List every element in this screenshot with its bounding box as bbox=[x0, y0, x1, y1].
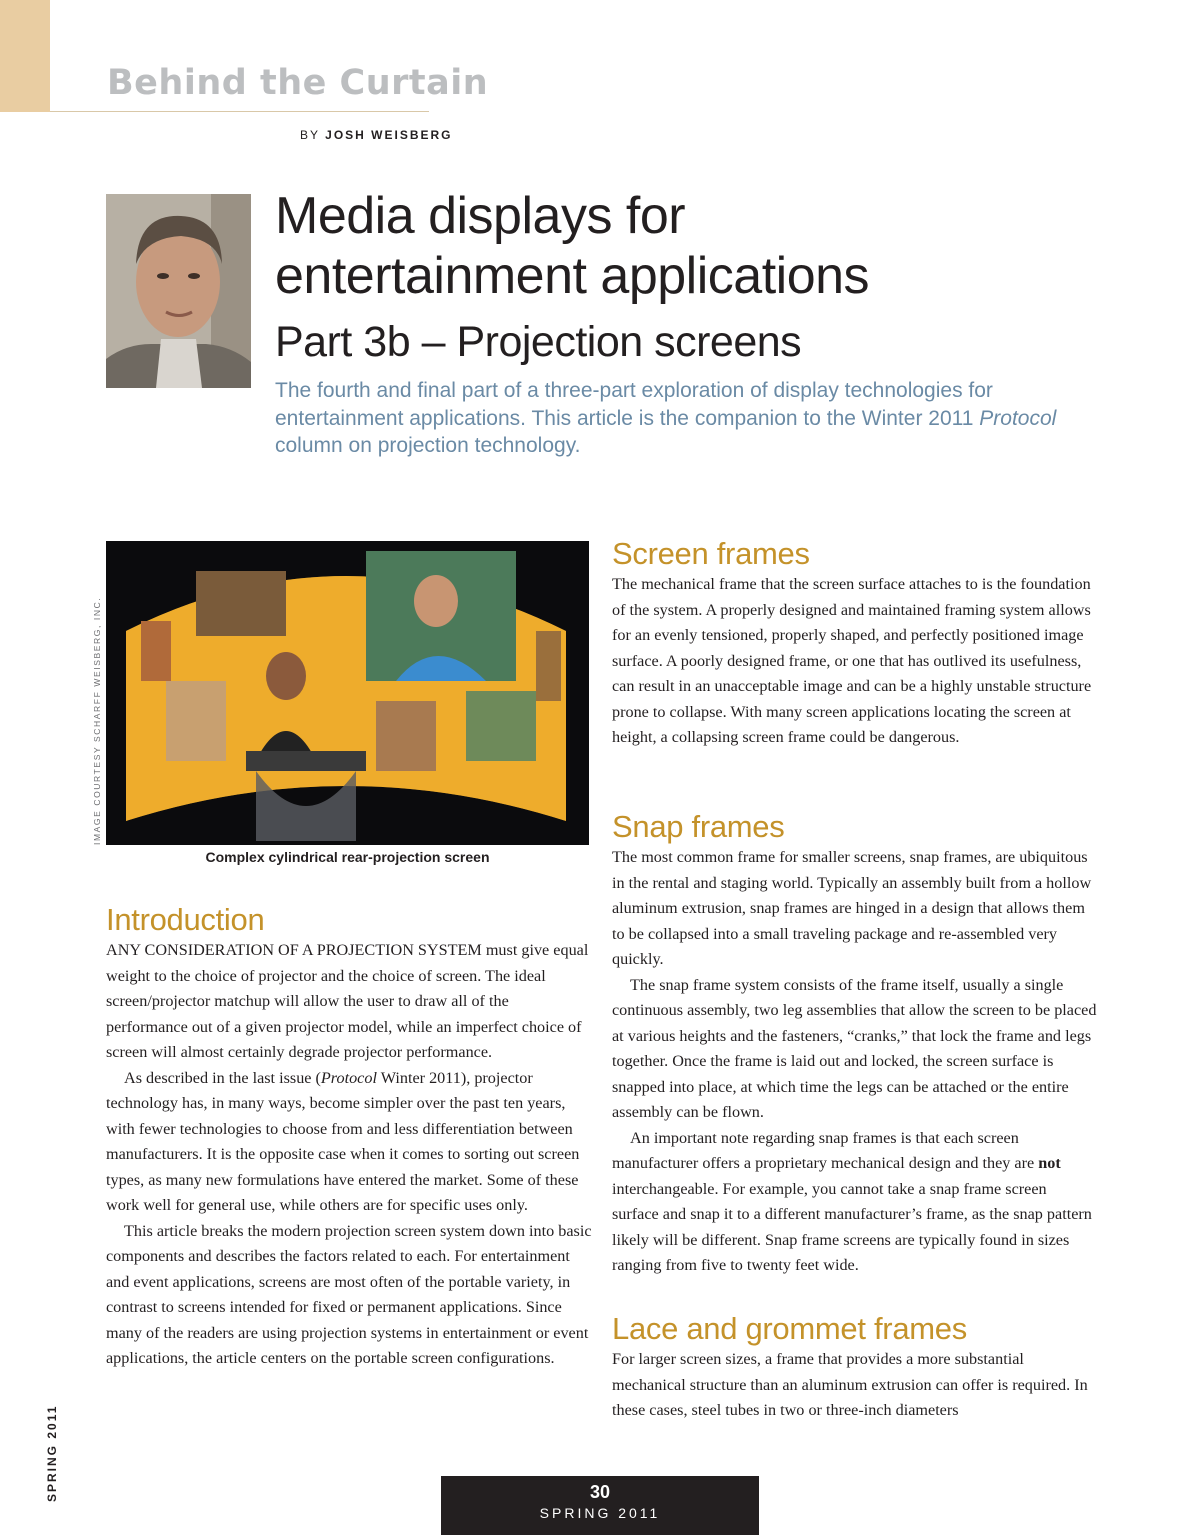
screen-frames-heading: Screen frames bbox=[612, 536, 810, 571]
article-title bbox=[275, 186, 869, 306]
side-issue-label: SPRING 2011 bbox=[45, 1404, 59, 1502]
intro-p2-text-2: Winter 2011), projector technology has, in many ways, become simpler over the past ten years, with fewer technologies to choose from and less differentiation between manufacturers. It is the opposite case when it comes to sorting out screen types, as many new formulations have entered the market. Some of these work well for general use, while others are for specific uses only. bbox=[106, 1068, 580, 1214]
article-title-line-2: entertainment applications bbox=[275, 247, 870, 305]
article-title-line-1: Media displays for bbox=[275, 187, 686, 245]
header-rule bbox=[50, 111, 429, 112]
byline-author: JOSH WEISBERG bbox=[325, 128, 453, 142]
introduction-paragraph-2 bbox=[106, 1066, 592, 1219]
author-portrait-illustration bbox=[106, 194, 251, 388]
snap-p3-bold: not bbox=[1038, 1154, 1061, 1172]
photo-credit: IMAGE COURTESY SCHARFF WEISBERG, INC. bbox=[92, 596, 102, 845]
page-number: 30 bbox=[589, 1482, 611, 1502]
snap-frames-paragraph-2: The snap frame system consists of the frame itself, usually a single continuous assembly, two leg assemblies that allow the screen to be placed at various heights and the fasteners, “cranks,” that lock the frame and legs together. Once the frame is laid out and locked, the screen surface is snapped into place, at which time the legs can be attached or the entire assembly can be flown. bbox=[612, 975, 1097, 1121]
page-footer bbox=[441, 1476, 759, 1535]
introduction-paragraph-1: ANY CONSIDERATION OF A PROJECTION SYSTEM must give equal weight to the choice of projector and the choice of screen. The ideal screen/projector matchup will allow the user to draw all of the performance out of a given projector model, while an imperfect choice of screen will almost certainly degrade projector performance. bbox=[106, 941, 589, 1061]
byline bbox=[300, 128, 453, 142]
article-deck bbox=[275, 377, 1065, 460]
snap-frames-heading: Snap frames bbox=[612, 809, 785, 844]
deck-text-1: The fourth and final part of a three-part exploration of display technologies for entertainment applications. This article is the companion to the Winter 2011 bbox=[275, 379, 993, 430]
lace-frames-heading: Lace and grommet frames bbox=[612, 1311, 967, 1346]
snap-frames-paragraph-3 bbox=[612, 1126, 1097, 1279]
screen-photo-illustration bbox=[106, 541, 589, 845]
snap-p3-text-2: interchangeable. For example, you cannot take a snap frame screen surface and snap it to a different manufacturer’s frame, as the snap pattern likely will be different. Snap frame screens are typically found in sizes ranging from five to twenty feet wide. bbox=[612, 1179, 1092, 1274]
screen-photo bbox=[106, 541, 589, 845]
snap-frames-paragraph-1: The most common frame for smaller screens, snap frames, are ubiquitous in the rental and staging world. Typically an assembly built from a hollow aluminum extrusion, snap frames are hinged in a design that allows them to be collapsed into a small traveling package and re-assembled very quickly. bbox=[612, 848, 1092, 968]
intro-p2-text-1: As described in the last issue ( bbox=[124, 1068, 321, 1087]
snap-p3-text-1: An important note regarding snap frames is that each screen manufacturer offers a proprietary mechanical design and they are bbox=[612, 1128, 1039, 1172]
screen-frames-paragraph-1: The mechanical frame that the screen surface attaches to is the foundation of the system. A properly designed and maintained framing system allows for an evenly tensioned, properly shaped, and perfectly positioned image surface. A poorly designed frame, or one that has outlived its usefulness, can result in an unacceptable image and can be a highly unstable structure prone to collapse. With many screen applications locating the screen at height, a collapsing screen frame could be dangerous. bbox=[612, 575, 1092, 746]
author-portrait bbox=[106, 194, 251, 388]
introduction-heading: Introduction bbox=[106, 902, 265, 937]
article-subtitle: Part 3b – Projection screens bbox=[275, 318, 802, 366]
section-tab-bar bbox=[0, 0, 50, 112]
intro-p2-italic: Protocol bbox=[320, 1068, 377, 1087]
screen-frames-section bbox=[612, 536, 1097, 751]
photo-caption: Complex cylindrical rear-projection screen bbox=[205, 849, 490, 865]
section-title: Behind the Curtain bbox=[107, 63, 489, 103]
snap-frames-section bbox=[612, 809, 1097, 1279]
lace-frames-section bbox=[612, 1311, 1097, 1424]
introduction-paragraph-3: This article breaks the modern projection screen system down into basic components and describes the factors related to each. For entertainment and event applications, screens are most often of the portable variety, in contrast to screens intended for fixed or permanent applications. Since many of the readers are using projection systems in entertainment or event applications, the article centers on the portable screen configurations. bbox=[106, 1221, 592, 1367]
byline-prefix: BY bbox=[300, 128, 320, 142]
lace-frames-paragraph-1: For larger screen sizes, a frame that provides a more substantial mechanical structure than an aluminum extrusion can offer is required. In these cases, steel tubes in two or three-inch diameters bbox=[612, 1350, 1088, 1419]
footer-issue: SPRING 2011 bbox=[539, 1505, 661, 1521]
deck-text-2: column on projection technology. bbox=[275, 434, 581, 457]
deck-italic: Protocol bbox=[979, 406, 1057, 430]
introduction-section bbox=[106, 902, 592, 1372]
